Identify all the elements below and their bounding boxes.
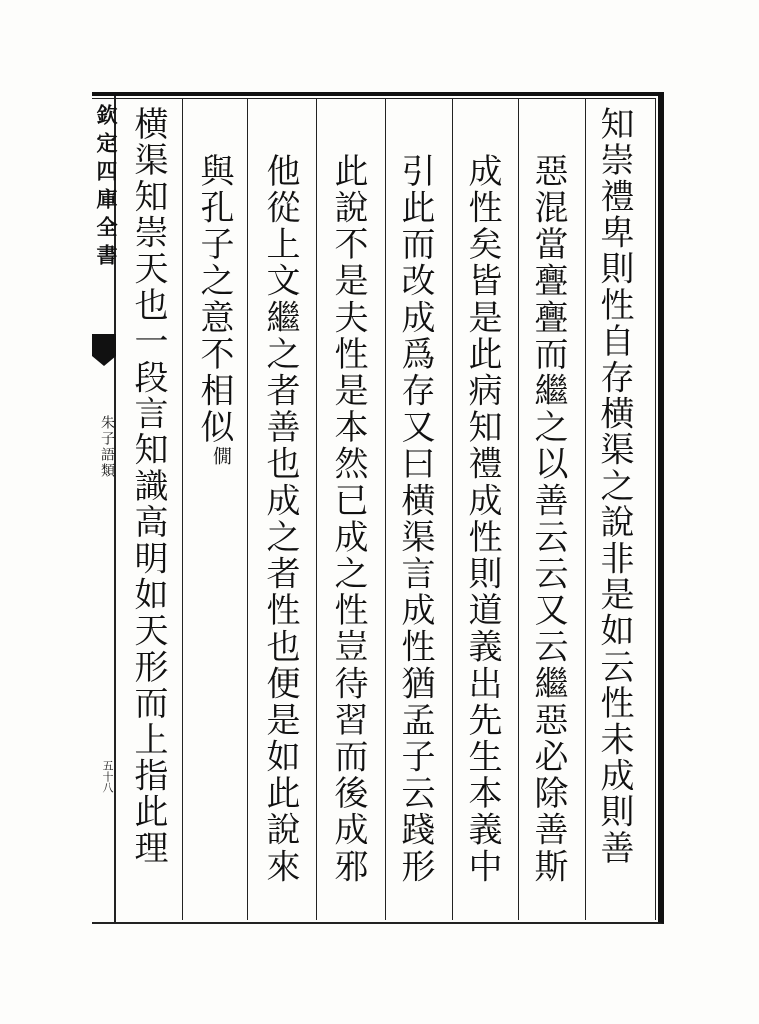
text-column-7: 與孔子之意不相似: [194, 153, 234, 446]
column-rule: [585, 99, 586, 920]
column-rule: [182, 99, 183, 920]
column-rule: [385, 99, 386, 920]
column-rule: [247, 99, 248, 920]
text-column-6: 他從上文繼之者善也成之者性也便是如此說來: [260, 153, 300, 885]
text-column-3: 成性矣皆是此病知禮成性則道義出先生本義中: [462, 153, 502, 885]
text-column-4: 引此而改成爲存又曰横渠言成性猶孟子云踐形: [395, 153, 435, 885]
column-rule: [316, 99, 317, 920]
text-column-8: 横渠知崇天也一段言知識高明如天形而上指此理: [128, 106, 168, 867]
fishtail-mark-icon: [92, 334, 116, 356]
column-rule: [452, 99, 453, 920]
text-column-2: 惡混當亹亹而繼之以善云云又云繼惡必除善斯: [528, 153, 568, 885]
text-column-5: 此說不是夫性是本然已成之性豈待習而後成邪: [328, 153, 368, 885]
book-title: 朱子語類: [99, 415, 115, 479]
column-rule: [518, 99, 519, 920]
page-number: 五十八: [101, 760, 114, 793]
text-column-1: 知崇禮卑則性自存横渠之說非是如云性未成則善: [594, 106, 634, 867]
annotation-note: 僩: [210, 446, 232, 465]
page-border-inner: [92, 98, 656, 920]
collection-title: 欽定四庫全書: [94, 104, 119, 272]
